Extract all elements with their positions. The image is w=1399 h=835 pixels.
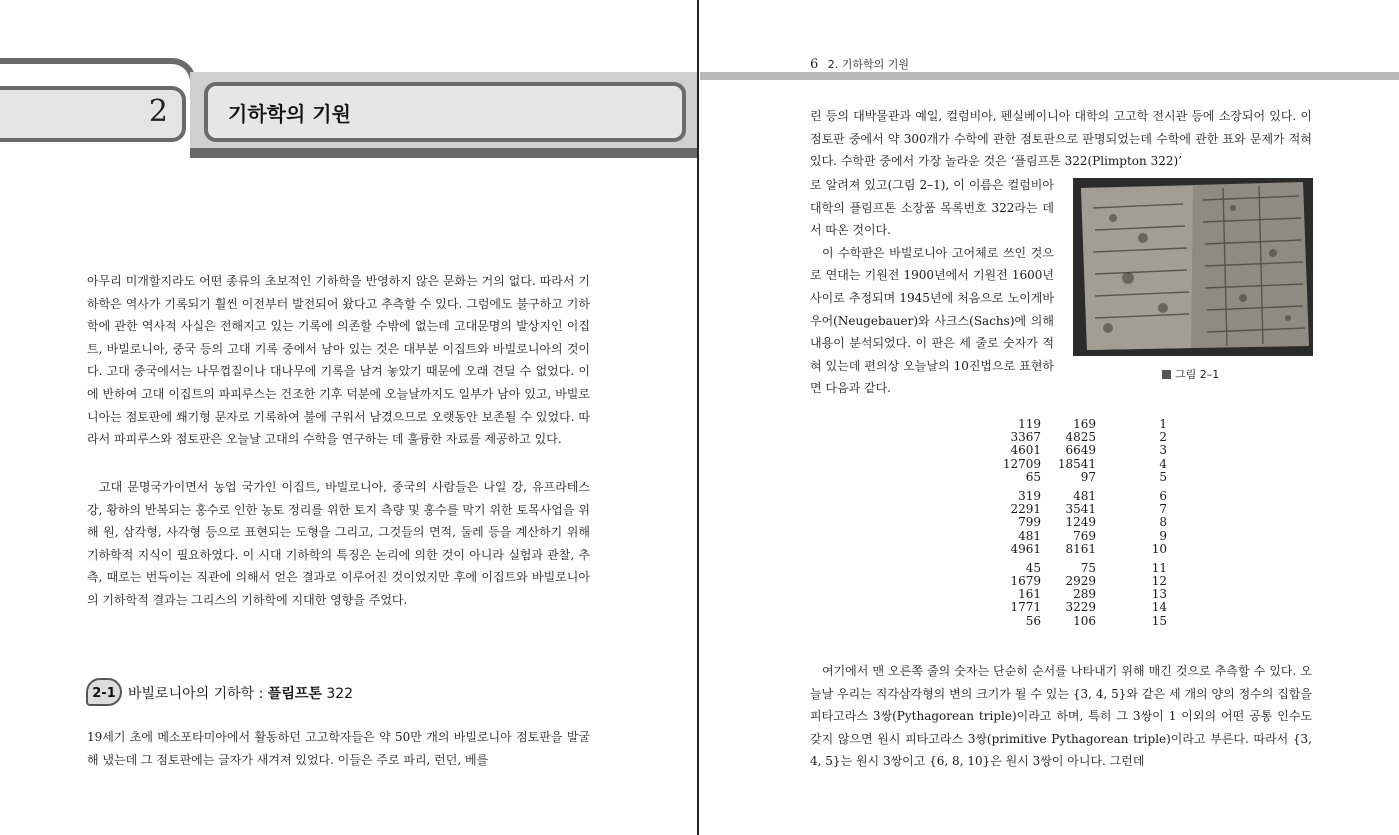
chapter-number-box	[0, 86, 186, 142]
table-cell: 3541	[1065, 502, 1096, 517]
running-header	[810, 56, 909, 72]
table-cell: 1	[1159, 417, 1167, 431]
right-paragraph-1: 린 등의 대박물관과 예일, 컬럼비아, 펜실베이니아 대학의 고고학 전시관 등에 소장되어 있다. 이 점토판 중에서 약 300개가 수학에 관한 점토판으로 판명되었는데 수학에 관한 표와 문제가 적혀 있다. 수학판 중에서 가장 놀라운 것은 ‘플림프톤 322(Plimpton 322)’	[810, 109, 1312, 169]
section-title-number: 322	[321, 686, 354, 702]
table-row	[986, 471, 1167, 484]
right-paragraph-2-wrap	[810, 174, 1054, 400]
table-cell: 45	[1025, 560, 1041, 575]
table-cell: 13	[1151, 587, 1167, 602]
table-cell: 481	[1073, 488, 1096, 503]
table-cell: 3229	[1065, 600, 1096, 615]
table-cell: 3367	[1010, 430, 1041, 445]
body-paragraph-3: 19세기 초에 메소포타미아에서 활동하던 고고학자들은 약 50만 개의 바빌로니아 점토판을 발굴해 냈는데 그 점토판에는 글자가 새겨져 있었다. 이들은 주로 파리, 런던, 베를	[87, 730, 590, 767]
chapter-title-box	[204, 82, 686, 142]
body-paragraph-2: 고대 문명국가이면서 농업 국가인 이집트, 바빌로니아, 중국의 사람들은 나일 강, 유프라테스 강, 황하의 반복되는 홍수로 인한 농토 정리를 위한 토지 측량 및 홍수를 막기 위한 토목사업을 위해 원, 삼각형, 사각형 등으로 표현되는 도형을 그리고, 그것들의 면적, 둘레 등을 계산하기 위해 기하학적 지식이 필요하였다. 이 시대 기하학의 특징은 논리에 의한 것이 아니라 실험과 관찰, 추측, 때로는 번득이는 직관에 의해서 얻은 결과로 이루어진 것이었지만 후에 이집트와 바빌로니아의 기하학적 결과는 그리스의 기하학에 지대한 영향을 주었다.	[87, 480, 590, 607]
right-paragraph-2: 로 알려져 있고(그림 2–1), 이 이름은 컬럼비아 대학의 플림프톤 소장품 목록번호 322라는 데서 따온 것이다.	[810, 178, 1054, 238]
table-cell: 3	[1159, 443, 1167, 458]
table-row	[986, 516, 1167, 529]
table-group	[986, 562, 1167, 628]
table-cell: 8	[1159, 515, 1167, 530]
table-cell: 6649	[1065, 443, 1096, 458]
table-cell: 2291	[1010, 502, 1041, 517]
section-title-main: 바빌로니아의 기하학 :	[128, 686, 268, 702]
table-cell: 5	[1159, 469, 1167, 484]
table-cell: 12709	[1002, 456, 1041, 471]
table-row	[986, 543, 1167, 556]
table-cell: 1771	[1010, 600, 1041, 615]
table-cell: 161	[1018, 587, 1041, 602]
table-cell: 9	[1159, 528, 1167, 543]
right-paragraph-3: 여기에서 맨 오른쪽 줄의 숫자는 단순히 순서를 나타내기 위해 매긴 것으로 추측할 수 있다. 오늘날 우리는 직각삼각형의 변의 크기가 될 수 있는 {3, 4, 5}와 같은 세 개의 양의 정수의 집합을 피타고라스 3쌍(Pythagorean triple)이라고 하며, 특히 그 3쌍이 1 이외의 어떤 공통 인수도 갖지 않으면 원시 피타고라스 3쌍(primitive Pythagorean triple)이라고 부른다. 따라서 {3, 4, 5}는 원시 3쌍이고 {6, 8, 10}은 원시 3쌍이 아니다. 그런데	[810, 664, 1312, 769]
table-cell: 799	[1018, 515, 1041, 530]
table-cell: 4601	[1010, 443, 1041, 458]
table-cell: 4	[1159, 456, 1167, 471]
table-group	[986, 418, 1167, 484]
table-row	[986, 615, 1167, 628]
right-paragraph-2b: 이 수학판은 바빌로니아 고어체로 쓰인 것으로 연대는 기원전 1900년에서 기원전 1600년 사이로 추정되며 1945년에 처음으로 노이게바우어(Neugebauer)와 사크스(Sachs)에 의해 내용이 분석되었다. 이 판은 세 줄로 숫자가 적혀 있는데 편의상 오늘날의 10진법으로 표현하면 다음과 같다.	[810, 245, 1054, 396]
table-cell: 11	[1151, 560, 1167, 575]
table-cell: 65	[1025, 469, 1041, 484]
running-head-title: 2. 기하학의 기원	[827, 58, 910, 71]
table-cell: 6	[1159, 488, 1167, 503]
plimpton-tablet-image	[1073, 178, 1313, 356]
table-cell: 4961	[1010, 541, 1041, 556]
table-cell: 75	[1080, 560, 1096, 575]
table-row	[986, 601, 1167, 614]
caption-square-icon	[1162, 370, 1171, 379]
table-row	[986, 458, 1167, 471]
left-page	[0, 0, 698, 835]
table-cell: 14	[1151, 600, 1167, 615]
table-row	[986, 530, 1167, 543]
body-paragraph-1: 아무리 미개할지라도 어떤 종류의 초보적인 기하학을 반영하지 않은 문화는 거의 없다. 따라서 기하학은 역사가 기록되기 훨씬 이전부터 발전되어 왔다고 추측할 수 있다. 그럼에도 불구하고 기하학에 관한 역사적 사실은 전해지고 있는 기록에 의존할 수밖에 없는데 고대문명의 발상지인 이집트, 바빌로니아, 중국 등의 고대 기록 중에서 남아 있는 것은 대부분 이집트와 바빌로니아의 것이다. 고대 중국에서는 나무껍질이나 대나무에 기록을 남겨 놓았기 때문에 오래 견딜 수 없었다. 이에 반하여 고대 이집트의 파피루스는 건조한 기후 덕분에 오늘날까지도 일부가 남아 있고, 바빌로니아는 점토판에 쐐기형 문자로 기록하여 불에 구워서 남겼으므로 오랫동안 보존될 수 있었다. 따라서 파피루스와 점토판은 오늘날 고대의 수학을 연구하는 데 훌륭한 자료를 제공하고 있다.	[87, 274, 590, 447]
table-group	[986, 490, 1167, 556]
table-cell: 97	[1080, 469, 1096, 484]
section-title	[128, 683, 353, 703]
table-cell: 481	[1018, 528, 1041, 543]
table-cell: 2	[1159, 430, 1167, 445]
table-cell: 15	[1151, 613, 1167, 628]
chapter-title: 기하학의 기원	[228, 102, 351, 126]
figure-caption-text: 그림 2–1	[1175, 368, 1220, 381]
section-number-badge: 2-1	[86, 678, 122, 706]
table-cell: 106	[1073, 613, 1096, 628]
table-cell: 10	[1151, 541, 1167, 556]
book-spine	[697, 0, 699, 835]
table-cell: 7	[1159, 502, 1167, 517]
table-row	[986, 444, 1167, 457]
table-cell: 119	[1018, 417, 1041, 431]
table-cell: 1249	[1065, 515, 1096, 530]
table-cell: 4825	[1065, 430, 1096, 445]
chapter-bottom-rule	[190, 148, 698, 158]
header-rule	[700, 72, 1399, 80]
table-cell: 769	[1073, 528, 1096, 543]
table-cell: 8161	[1065, 541, 1096, 556]
section-title-bold: 플림프톤	[267, 686, 322, 702]
figure-caption	[1162, 366, 1219, 382]
chapter-number: 2	[148, 94, 168, 129]
table-cell: 12	[1151, 574, 1167, 589]
table-cell: 2929	[1065, 574, 1096, 589]
page-number: 6	[810, 57, 819, 72]
table-cell: 56	[1025, 613, 1041, 628]
table-cell: 1679	[1010, 574, 1041, 589]
table-cell: 289	[1073, 587, 1096, 602]
chapter-frame-line	[0, 58, 196, 88]
right-page	[700, 0, 1399, 835]
table-cell: 319	[1018, 488, 1041, 503]
plimpton-number-table	[986, 418, 1167, 634]
table-cell: 169	[1073, 417, 1096, 431]
table-cell: 18541	[1057, 456, 1096, 471]
